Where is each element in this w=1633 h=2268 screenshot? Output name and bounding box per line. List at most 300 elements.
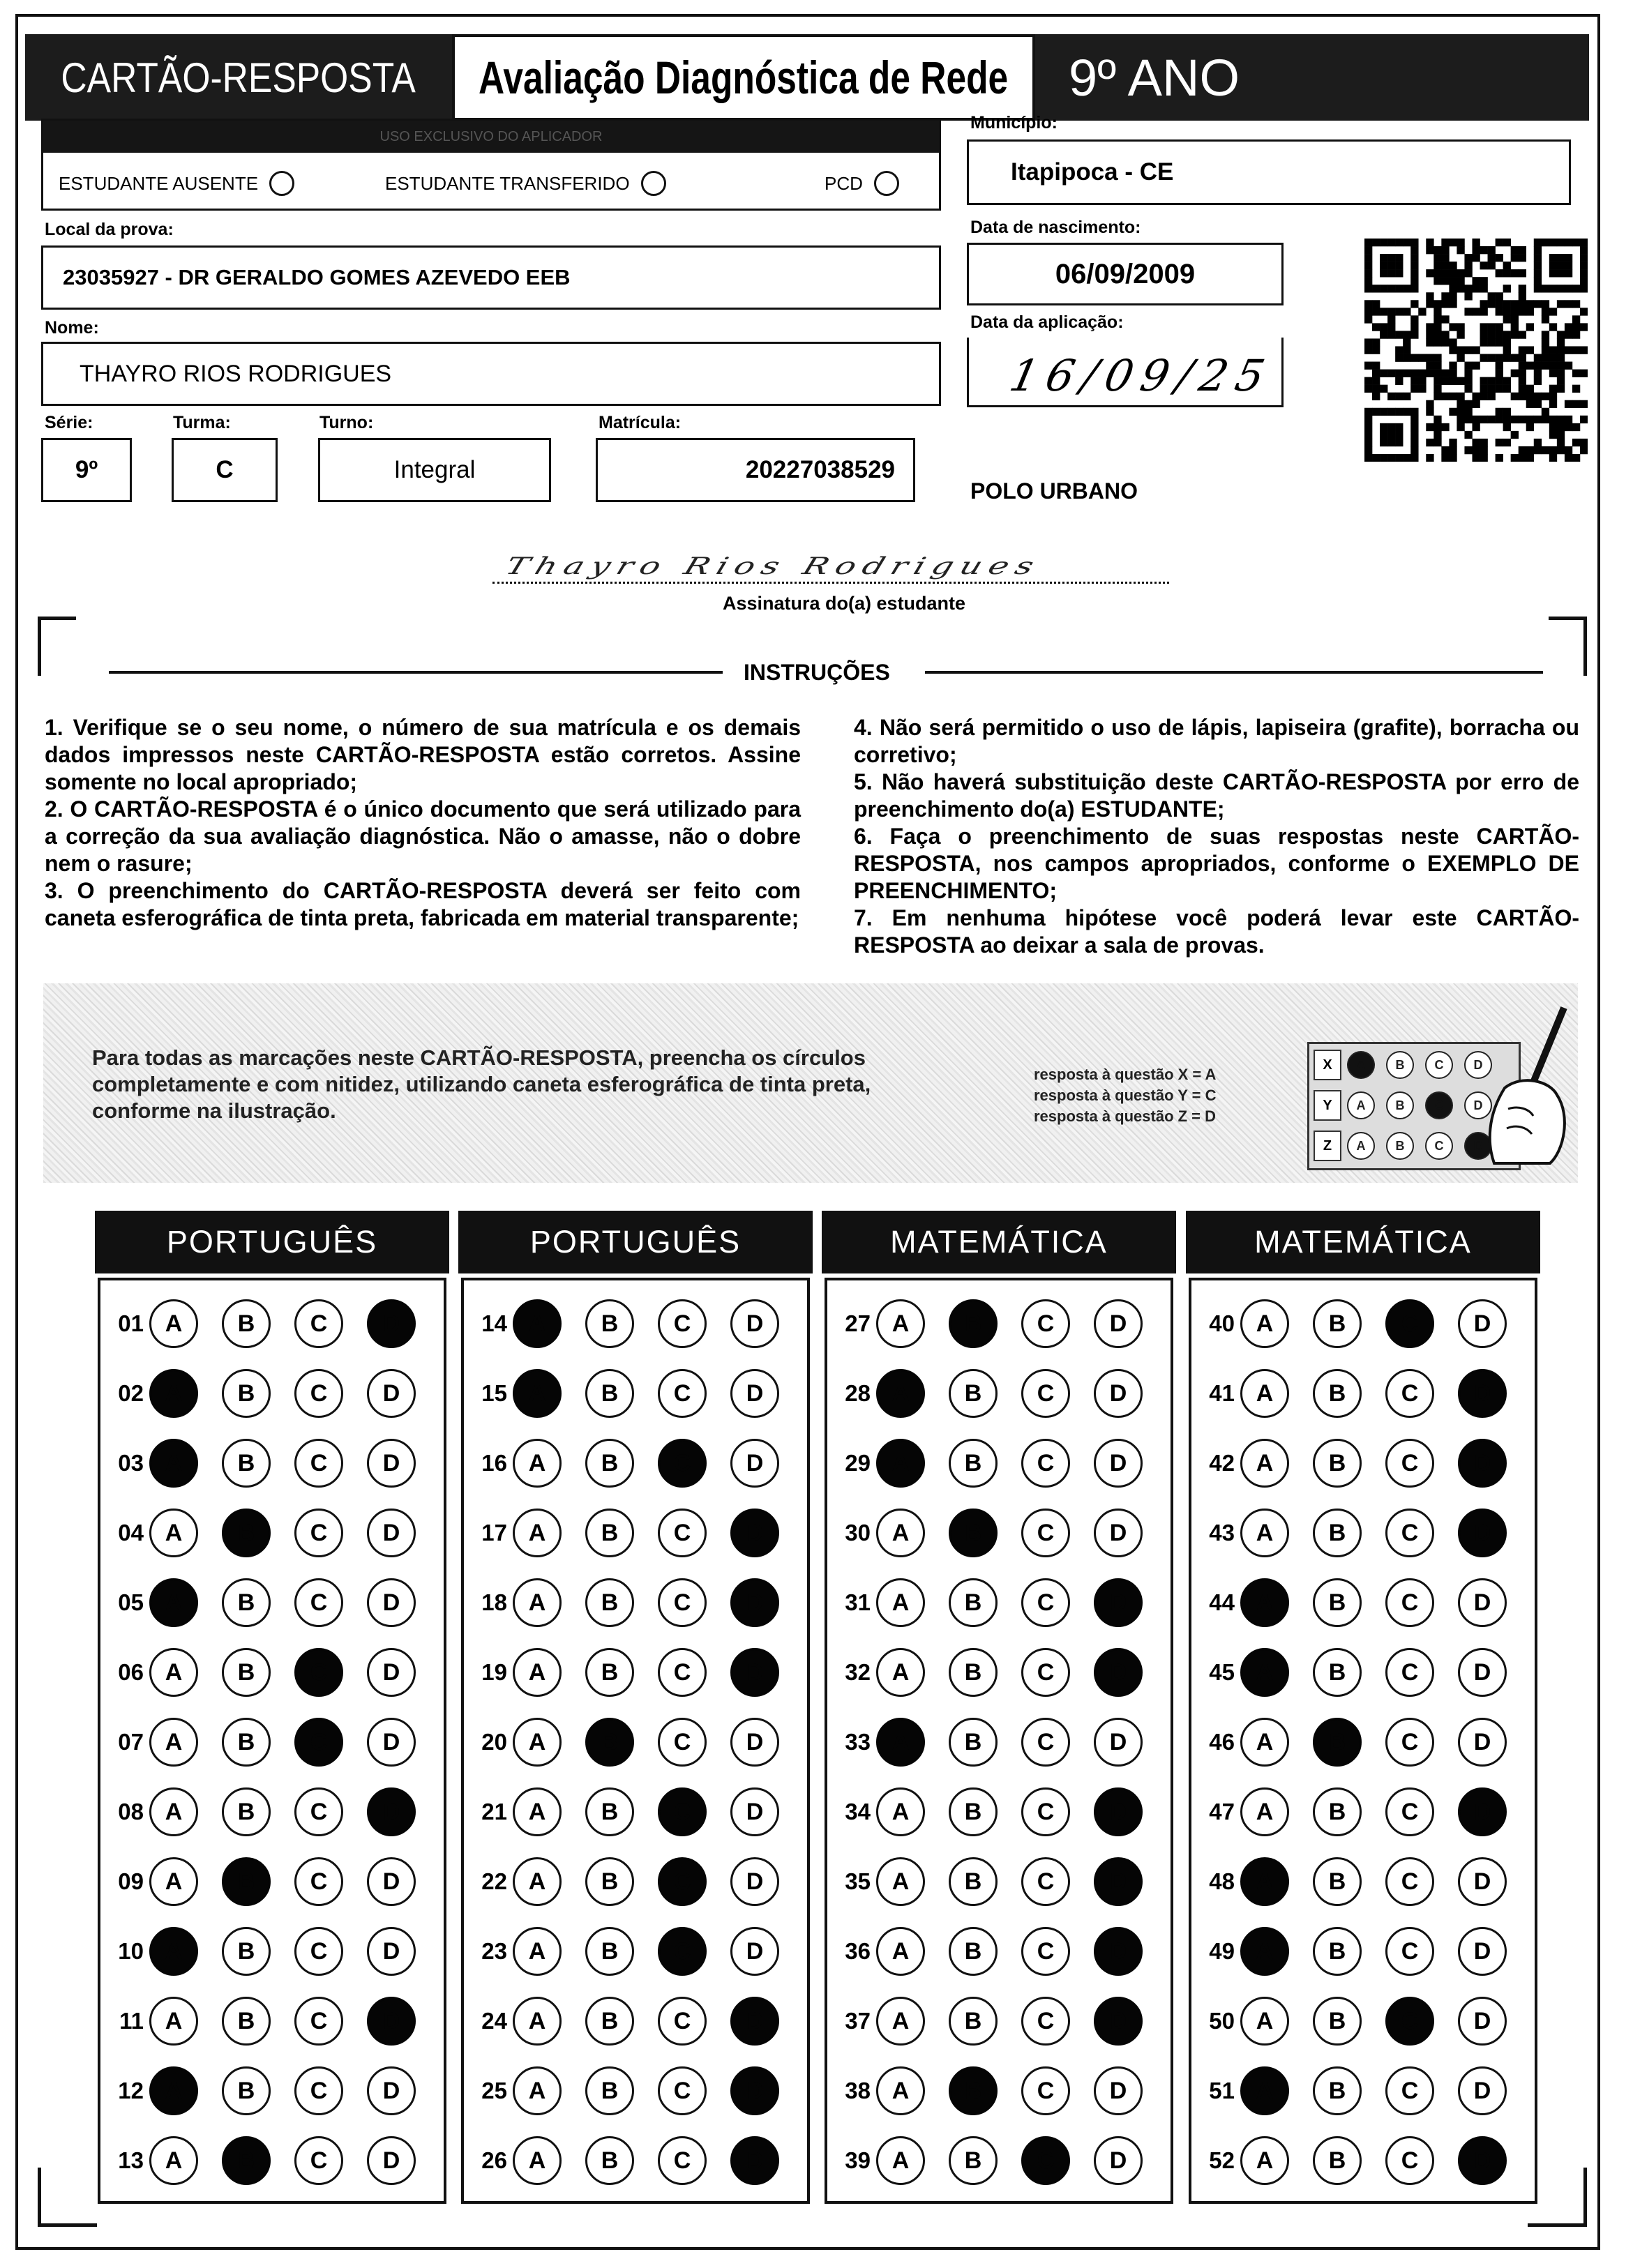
- answer-bubble-a[interactable]: A: [513, 1369, 562, 1418]
- answer-bubble-c[interactable]: C: [1021, 1648, 1070, 1697]
- answer-bubble-c[interactable]: C: [294, 1439, 343, 1488]
- qr-module: [1519, 377, 1526, 385]
- answer-bubble-c[interactable]: C: [294, 1857, 343, 1906]
- local-field[interactable]: [41, 245, 941, 310]
- answer-bubble-b[interactable]: B: [585, 1787, 634, 1836]
- answer-bubble-c[interactable]: C: [1385, 1439, 1434, 1488]
- answer-bubble-a[interactable]: A: [513, 1439, 562, 1488]
- answer-bubble-a[interactable]: A: [1240, 2136, 1289, 2185]
- answer-bubble-b[interactable]: B: [949, 1578, 998, 1627]
- answer-bubble-c[interactable]: C: [1021, 1927, 1070, 1976]
- qr-module: [1433, 385, 1441, 393]
- answer-bubble-c[interactable]: C: [1385, 1927, 1434, 1976]
- answer-bubble-c[interactable]: C: [1021, 1857, 1070, 1906]
- aplicacao-field[interactable]: [967, 338, 1284, 407]
- answer-bubble-b[interactable]: B: [949, 1787, 998, 1836]
- example-bubble-d: D: [1464, 1091, 1492, 1119]
- answer-bubble-d[interactable]: D: [1094, 2136, 1143, 2185]
- answer-bubble-b[interactable]: B: [222, 1787, 271, 1836]
- answer-bubble-a[interactable]: A: [1240, 1439, 1289, 1488]
- answer-bubble-d[interactable]: D: [1094, 1509, 1143, 1557]
- answer-bubble-a[interactable]: A: [149, 1787, 198, 1836]
- qr-module: [1557, 416, 1565, 423]
- qr-module: [1496, 362, 1503, 370]
- answer-bubble-d[interactable]: D: [730, 1927, 779, 1976]
- question-number: 21: [481, 1799, 507, 1824]
- qr-module: [1457, 239, 1464, 246]
- answer-bubble-d[interactable]: D: [1458, 1718, 1507, 1767]
- qr-module: [1380, 439, 1387, 446]
- qr-module: [1457, 354, 1464, 362]
- answer-bubble-d[interactable]: D: [1094, 1648, 1143, 1697]
- qr-module: [1426, 400, 1433, 408]
- answer-bubble-d[interactable]: D: [1094, 1578, 1143, 1627]
- answer-bubble-b[interactable]: B: [222, 1997, 271, 2046]
- answer-bubble-b[interactable]: B: [949, 1648, 998, 1697]
- answer-bubble-a[interactable]: A: [876, 1369, 925, 1418]
- answer-bubble-d[interactable]: D: [730, 2066, 779, 2115]
- answer-bubble-d[interactable]: D: [367, 1648, 416, 1697]
- answer-bubble-d[interactable]: D: [1458, 2136, 1507, 2185]
- qr-module: [1496, 300, 1503, 308]
- answer-bubble-c[interactable]: C: [294, 1927, 343, 1976]
- answer-bubble-a[interactable]: A: [149, 1648, 198, 1697]
- question-row: [840, 1296, 1166, 1352]
- answer-bubble-d[interactable]: D: [1458, 1299, 1507, 1348]
- qr-module: [1534, 239, 1542, 246]
- answer-bubble-c[interactable]: C: [1385, 1648, 1434, 1697]
- municipio-field[interactable]: [967, 139, 1571, 205]
- answer-bubble-b[interactable]: B: [1313, 1997, 1362, 2046]
- answer-bubble-a[interactable]: A: [149, 1997, 198, 2046]
- transferred-option[interactable]: [385, 171, 666, 196]
- qr-module: [1464, 446, 1472, 454]
- answer-bubble-a[interactable]: A: [513, 1648, 562, 1697]
- answer-bubble-c[interactable]: C: [1021, 2136, 1070, 2185]
- answer-bubble-d[interactable]: D: [1458, 1369, 1507, 1418]
- answer-bubble-b[interactable]: B: [949, 1718, 998, 1767]
- qr-module: [1387, 423, 1395, 431]
- answer-bubble-b[interactable]: B: [949, 1509, 998, 1557]
- answer-bubble-c[interactable]: C: [658, 1787, 707, 1836]
- answer-bubble-c[interactable]: C: [1021, 1369, 1070, 1418]
- qr-module: [1426, 292, 1433, 300]
- answer-bubble-c[interactable]: C: [1385, 2136, 1434, 2185]
- answer-bubble-b[interactable]: B: [585, 1927, 634, 1976]
- answer-bubble-c[interactable]: C: [294, 2136, 343, 2185]
- answer-bubble-c[interactable]: C: [294, 1509, 343, 1557]
- answer-bubble-b[interactable]: B: [222, 1857, 271, 1906]
- qr-module: [1526, 385, 1534, 393]
- answer-bubble-d[interactable]: D: [367, 1439, 416, 1488]
- pcd-circle[interactable]: [874, 171, 899, 196]
- answer-bubble-b[interactable]: B: [949, 2136, 998, 2185]
- answer-bubble-d[interactable]: D: [367, 1857, 416, 1906]
- answer-bubble-d[interactable]: D: [1458, 1648, 1507, 1697]
- answer-bubble-d[interactable]: D: [1458, 1787, 1507, 1836]
- answer-bubble-a[interactable]: A: [1240, 1299, 1289, 1348]
- answer-bubble-a[interactable]: A: [513, 1509, 562, 1557]
- question-row: [1204, 1645, 1530, 1700]
- qr-module: [1410, 416, 1418, 423]
- answer-bubble-d[interactable]: D: [1094, 1439, 1143, 1488]
- answer-bubble-a[interactable]: A: [513, 1997, 562, 2046]
- answer-bubble-a[interactable]: A: [1240, 1509, 1289, 1557]
- answer-bubble-b[interactable]: B: [222, 2066, 271, 2115]
- answer-bubble-a[interactable]: A: [513, 1787, 562, 1836]
- answer-bubble-c[interactable]: C: [1021, 2066, 1070, 2115]
- answer-bubble-d[interactable]: D: [367, 1299, 416, 1348]
- qr-module: [1480, 454, 1488, 462]
- answer-bubble-c[interactable]: C: [1385, 1787, 1434, 1836]
- answer-bubble-b[interactable]: B: [585, 1718, 634, 1767]
- answer-bubble-c[interactable]: C: [294, 1648, 343, 1697]
- qr-module: [1542, 285, 1549, 292]
- answer-bubble-c[interactable]: C: [658, 1509, 707, 1557]
- answer-bubble-a[interactable]: A: [513, 2066, 562, 2115]
- qr-module: [1511, 454, 1519, 462]
- answer-bubble-d[interactable]: D: [1458, 2066, 1507, 2115]
- answer-bubble-c[interactable]: C: [294, 1997, 343, 2046]
- answer-bubble-a[interactable]: A: [149, 1927, 198, 1976]
- answer-bubble-a[interactable]: A: [149, 1718, 198, 1767]
- answer-bubble-a[interactable]: A: [876, 2136, 925, 2185]
- answer-bubble-c[interactable]: C: [1385, 1369, 1434, 1418]
- answer-bubble-a[interactable]: A: [513, 1857, 562, 1906]
- answer-bubble-b[interactable]: B: [222, 1648, 271, 1697]
- answer-bubble-d[interactable]: D: [730, 1997, 779, 2046]
- qr-module: [1534, 446, 1542, 454]
- answer-bubble-b[interactable]: B: [949, 1369, 998, 1418]
- question-number: 25: [481, 2078, 507, 2103]
- answer-bubble-d[interactable]: D: [367, 1927, 416, 1976]
- qr-module: [1542, 354, 1549, 362]
- answer-bubble-d[interactable]: D: [1094, 1927, 1143, 1976]
- answer-bubble-d[interactable]: D: [1094, 1787, 1143, 1836]
- answer-bubble-b[interactable]: B: [949, 1439, 998, 1488]
- question-number: 20: [481, 1729, 507, 1755]
- qr-module: [1549, 423, 1557, 431]
- answer-bubble-d[interactable]: D: [730, 1857, 779, 1906]
- answer-bubble-d[interactable]: D: [367, 2066, 416, 2115]
- answer-bubble-a[interactable]: A: [1240, 2066, 1289, 2115]
- answer-bubble-b[interactable]: B: [222, 2136, 271, 2185]
- question-row: [840, 1505, 1166, 1561]
- answer-bubble-a[interactable]: A: [876, 2066, 925, 2115]
- qr-module: [1549, 431, 1557, 439]
- qr-module: [1380, 308, 1387, 315]
- answer-bubble-d[interactable]: D: [1094, 1299, 1143, 1348]
- answer-bubble-a[interactable]: A: [513, 2136, 562, 2185]
- answer-bubble-d[interactable]: D: [1094, 1369, 1143, 1418]
- qr-module: [1395, 393, 1403, 400]
- answer-bubble-a[interactable]: A: [876, 1787, 925, 1836]
- answer-bubble-a[interactable]: A: [1240, 1578, 1289, 1627]
- answer-bubble-b[interactable]: B: [1313, 2066, 1362, 2115]
- answer-bubble-b[interactable]: B: [585, 1439, 634, 1488]
- answer-bubble-d[interactable]: D: [730, 1369, 779, 1418]
- answer-bubble-c[interactable]: C: [658, 1997, 707, 2046]
- answer-bubble-b[interactable]: B: [222, 1299, 271, 1348]
- qr-module: [1496, 331, 1503, 338]
- qr-module: [1580, 254, 1588, 262]
- answer-bubble-d[interactable]: D: [1458, 1439, 1507, 1488]
- answer-bubble-d[interactable]: D: [1458, 1509, 1507, 1557]
- answer-bubble-b[interactable]: B: [1313, 1299, 1362, 1348]
- answer-bubble-c[interactable]: C: [658, 1648, 707, 1697]
- answer-bubble-c[interactable]: C: [1385, 1997, 1434, 2046]
- qr-module: [1426, 338, 1433, 346]
- answer-bubble-a[interactable]: A: [149, 1509, 198, 1557]
- answer-bubble-a[interactable]: A: [876, 1299, 925, 1348]
- question-number: 14: [481, 1310, 507, 1336]
- answer-bubble-b[interactable]: B: [1313, 1718, 1362, 1767]
- answer-bubble-c[interactable]: C: [658, 2066, 707, 2115]
- answer-bubble-c[interactable]: C: [294, 1578, 343, 1627]
- answer-bubble-c[interactable]: C: [1021, 1439, 1070, 1488]
- qr-module: [1565, 346, 1572, 354]
- qr-module: [1380, 370, 1387, 377]
- answer-bubble-b[interactable]: B: [585, 1299, 634, 1348]
- answer-bubble-d[interactable]: D: [367, 2136, 416, 2185]
- answer-bubble-b[interactable]: B: [949, 1299, 998, 1348]
- answer-bubble-a[interactable]: A: [876, 1857, 925, 1906]
- qr-module: [1464, 346, 1472, 354]
- answer-bubble-a[interactable]: A: [876, 1648, 925, 1697]
- answer-bubble-b[interactable]: B: [949, 1857, 998, 1906]
- answer-bubble-d[interactable]: D: [730, 1718, 779, 1767]
- answer-bubble-c[interactable]: C: [658, 1718, 707, 1767]
- answer-bubble-d[interactable]: D: [367, 1578, 416, 1627]
- qr-module: [1534, 285, 1542, 292]
- answer-bubble-a[interactable]: A: [876, 1997, 925, 2046]
- absent-option[interactable]: [59, 171, 294, 196]
- qr-module: [1433, 370, 1441, 377]
- answer-bubble-c[interactable]: C: [1021, 1578, 1070, 1627]
- serie-field[interactable]: [41, 438, 132, 502]
- qr-module: [1387, 308, 1395, 315]
- answer-bubble-a[interactable]: A: [1240, 1648, 1289, 1697]
- answer-bubble-c[interactable]: C: [1385, 1578, 1434, 1627]
- answer-bubble-c[interactable]: C: [658, 2136, 707, 2185]
- answer-bubble-a[interactable]: A: [1240, 1927, 1289, 1976]
- answer-bubble-a[interactable]: A: [513, 1578, 562, 1627]
- answer-bubble-d[interactable]: D: [730, 1509, 779, 1557]
- answer-bubble-c[interactable]: C: [1385, 1718, 1434, 1767]
- answer-bubble-c[interactable]: C: [1385, 1299, 1434, 1348]
- corner-bracket-top-right: [1549, 617, 1587, 676]
- answer-bubble-c[interactable]: C: [294, 2066, 343, 2115]
- answer-bubble-b[interactable]: B: [585, 1369, 634, 1418]
- qr-module: [1480, 439, 1488, 446]
- answer-bubble-b[interactable]: B: [585, 1997, 634, 2046]
- qr-module: [1364, 246, 1372, 254]
- answer-bubble-b[interactable]: B: [949, 1997, 998, 2046]
- answer-bubble-b[interactable]: B: [585, 1509, 634, 1557]
- answer-bubble-b[interactable]: B: [1313, 2136, 1362, 2185]
- answer-bubble-a[interactable]: A: [876, 1439, 925, 1488]
- qr-module: [1565, 239, 1572, 246]
- answer-bubble-a[interactable]: A: [149, 1369, 198, 1418]
- answer-bubble-d[interactable]: D: [1458, 1578, 1507, 1627]
- answer-bubble-d[interactable]: D: [1458, 1997, 1507, 2046]
- answer-bubble-b[interactable]: B: [1313, 1578, 1362, 1627]
- answer-bubble-b[interactable]: B: [222, 1439, 271, 1488]
- answer-bubble-c[interactable]: C: [1385, 2066, 1434, 2115]
- answer-bubble-a[interactable]: A: [513, 1927, 562, 1976]
- answer-bubble-b[interactable]: B: [585, 2066, 634, 2115]
- answer-bubble-c[interactable]: C: [1385, 1509, 1434, 1557]
- question-row: [840, 2133, 1166, 2188]
- question-row: [476, 1645, 803, 1700]
- answer-bubble-a[interactable]: A: [1240, 1997, 1289, 2046]
- qr-module: [1572, 285, 1580, 292]
- qr-module: [1380, 239, 1387, 246]
- qr-module: [1395, 285, 1403, 292]
- qr-module: [1410, 370, 1418, 377]
- qr-module: [1503, 408, 1511, 416]
- question-number: 15: [481, 1380, 507, 1406]
- answer-bubble-b[interactable]: B: [585, 1648, 634, 1697]
- question-number: 37: [845, 2008, 871, 2034]
- qr-module: [1449, 346, 1457, 354]
- example-bubble-a: A: [1347, 1132, 1375, 1160]
- municipio-label: Município:: [970, 113, 1058, 133]
- answer-bubble-c[interactable]: C: [658, 1927, 707, 1976]
- instructions-title: INSTRUÇÕES: [744, 660, 890, 685]
- transferred-circle[interactable]: [641, 171, 666, 196]
- qr-module: [1542, 331, 1549, 338]
- answer-bubble-d[interactable]: D: [367, 1787, 416, 1836]
- answer-bubble-d[interactable]: D: [1458, 1857, 1507, 1906]
- answer-bubble-d[interactable]: D: [1094, 1857, 1143, 1906]
- qr-module: [1395, 308, 1403, 315]
- answer-bubble-a[interactable]: A: [1240, 1787, 1289, 1836]
- answer-bubble-c[interactable]: C: [294, 1369, 343, 1418]
- answer-bubble-d[interactable]: D: [1094, 1997, 1143, 2046]
- qr-module: [1503, 346, 1511, 354]
- answer-bubble-c[interactable]: C: [294, 1787, 343, 1836]
- answer-bubble-d[interactable]: D: [730, 1787, 779, 1836]
- answer-bubble-d[interactable]: D: [730, 1299, 779, 1348]
- answer-bubble-b[interactable]: B: [949, 2066, 998, 2115]
- answer-bubble-c[interactable]: C: [1021, 1787, 1070, 1836]
- answer-bubble-c[interactable]: C: [658, 1369, 707, 1418]
- answer-bubble-b[interactable]: B: [222, 1718, 271, 1767]
- answer-bubble-b[interactable]: B: [1313, 1369, 1362, 1418]
- answer-bubble-a[interactable]: A: [513, 1299, 562, 1348]
- answer-bubble-d[interactable]: D: [730, 1439, 779, 1488]
- pcd-option[interactable]: [825, 171, 899, 196]
- answer-bubble-a[interactable]: A: [1240, 1369, 1289, 1418]
- qr-module: [1549, 308, 1557, 315]
- answer-bubble-a[interactable]: A: [149, 1578, 198, 1627]
- answer-bubble-b[interactable]: B: [1313, 1857, 1362, 1906]
- qr-module: [1503, 262, 1511, 269]
- answer-bubble-d[interactable]: D: [367, 1718, 416, 1767]
- answer-bubble-a[interactable]: A: [149, 2066, 198, 2115]
- qr-module: [1395, 408, 1403, 416]
- answer-bubble-a[interactable]: A: [149, 1439, 198, 1488]
- question-row: [113, 1435, 439, 1491]
- answer-bubble-b[interactable]: B: [1313, 1439, 1362, 1488]
- qr-module: [1480, 416, 1488, 423]
- qr-module: [1403, 393, 1410, 400]
- answer-bubble-d[interactable]: D: [1094, 2066, 1143, 2115]
- answer-bubble-c[interactable]: C: [1385, 1857, 1434, 1906]
- answer-bubble-b[interactable]: B: [585, 1857, 634, 1906]
- answer-bubble-a[interactable]: A: [1240, 1718, 1289, 1767]
- qr-module: [1449, 408, 1457, 416]
- qr-module: [1410, 277, 1418, 285]
- answer-bubble-b[interactable]: B: [1313, 1509, 1362, 1557]
- answer-bubble-c[interactable]: C: [1021, 1299, 1070, 1348]
- answer-bubble-d[interactable]: D: [367, 1369, 416, 1418]
- answer-bubble-d[interactable]: D: [367, 1997, 416, 2046]
- answer-bubble-c[interactable]: C: [1021, 1509, 1070, 1557]
- answer-bubble-c[interactable]: C: [294, 1718, 343, 1767]
- answer-bubble-c[interactable]: C: [1021, 1718, 1070, 1767]
- answer-bubble-c[interactable]: C: [1021, 1997, 1070, 2046]
- qr-module: [1542, 362, 1549, 370]
- answer-bubble-b[interactable]: B: [222, 1578, 271, 1627]
- qr-module: [1403, 370, 1410, 377]
- answer-bubble-b[interactable]: B: [222, 1369, 271, 1418]
- answer-bubble-c[interactable]: C: [294, 1299, 343, 1348]
- answer-bubble-d[interactable]: D: [730, 1578, 779, 1627]
- nome-field[interactable]: [41, 342, 941, 406]
- answer-bubble-b[interactable]: B: [222, 1509, 271, 1557]
- answer-bubble-d[interactable]: D: [1094, 1718, 1143, 1767]
- answer-bubble-d[interactable]: D: [730, 2136, 779, 2185]
- answer-bubble-b[interactable]: B: [949, 1927, 998, 1976]
- turno-field[interactable]: [318, 438, 551, 502]
- answer-bubble-a[interactable]: A: [1240, 1857, 1289, 1906]
- answer-bubble-b[interactable]: B: [1313, 1648, 1362, 1697]
- answer-bubble-b[interactable]: B: [1313, 1787, 1362, 1836]
- answer-bubble-c[interactable]: C: [658, 1578, 707, 1627]
- qr-module: [1503, 354, 1511, 362]
- answer-bubble-b[interactable]: B: [222, 1927, 271, 1976]
- turma-field[interactable]: [172, 438, 278, 502]
- question-number: 12: [118, 2078, 144, 2103]
- answer-bubble-a[interactable]: A: [149, 1299, 198, 1348]
- answer-bubble-a[interactable]: A: [513, 1718, 562, 1767]
- answer-bubble-a[interactable]: A: [149, 2136, 198, 2185]
- answer-bubble-b[interactable]: B: [585, 2136, 634, 2185]
- nascimento-field[interactable]: [967, 243, 1284, 305]
- answer-bubble-b[interactable]: B: [585, 1578, 634, 1627]
- question-number: 26: [481, 2147, 507, 2173]
- answer-bubble-d[interactable]: D: [730, 1648, 779, 1697]
- answer-bubble-c[interactable]: C: [658, 1299, 707, 1348]
- answer-bubble-d[interactable]: D: [367, 1509, 416, 1557]
- qr-module: [1565, 362, 1572, 370]
- question-number: 31: [845, 1589, 871, 1615]
- answer-bubble-a[interactable]: A: [876, 1927, 925, 1976]
- answer-bubble-a[interactable]: A: [149, 1857, 198, 1906]
- answer-bubble-a[interactable]: A: [876, 1509, 925, 1557]
- answer-bubble-a[interactable]: A: [876, 1578, 925, 1627]
- answer-bubble-b[interactable]: B: [1313, 1927, 1362, 1976]
- answer-bubble-c[interactable]: C: [658, 1857, 707, 1906]
- absent-circle[interactable]: [269, 171, 294, 196]
- answer-bubble-a[interactable]: A: [876, 1718, 925, 1767]
- answer-bubble-c[interactable]: C: [658, 1439, 707, 1488]
- matricula-field[interactable]: [596, 438, 915, 502]
- example-bubble-c: C: [1425, 1051, 1453, 1079]
- answer-bubble-d[interactable]: D: [1458, 1927, 1507, 1976]
